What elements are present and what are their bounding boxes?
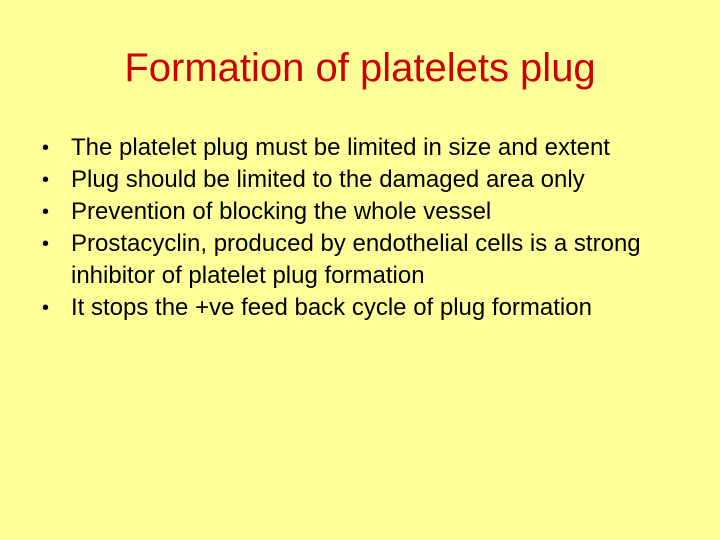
bullet-text: The platelet plug must be limited in size and extent (71, 134, 610, 161)
bullet-item (42, 228, 702, 292)
bullet-dot-icon: • (42, 201, 50, 223)
bullet-dot-icon: • (42, 137, 50, 159)
bullet-text: It stops the +ve feed back cycle of plug formation (71, 294, 592, 321)
bullet-text: Plug should be limited to the damaged area only (71, 166, 585, 193)
bullet-list (42, 132, 702, 324)
bullet-item (42, 132, 702, 164)
slide-title: Formation of platelets plug (124, 46, 596, 90)
bullet-text: Prostacyclin, produced by endothelial cells is a strong inhibitor of platelet plug formation (71, 230, 641, 289)
bullet-item (42, 292, 702, 324)
bullet-dot-icon: • (42, 169, 50, 191)
bullet-item (42, 164, 702, 196)
bullet-item (42, 196, 702, 228)
bullet-dot-icon: • (42, 297, 50, 319)
bullet-dot-icon: • (42, 233, 50, 255)
bullet-text: Prevention of blocking the whole vessel (71, 198, 492, 225)
